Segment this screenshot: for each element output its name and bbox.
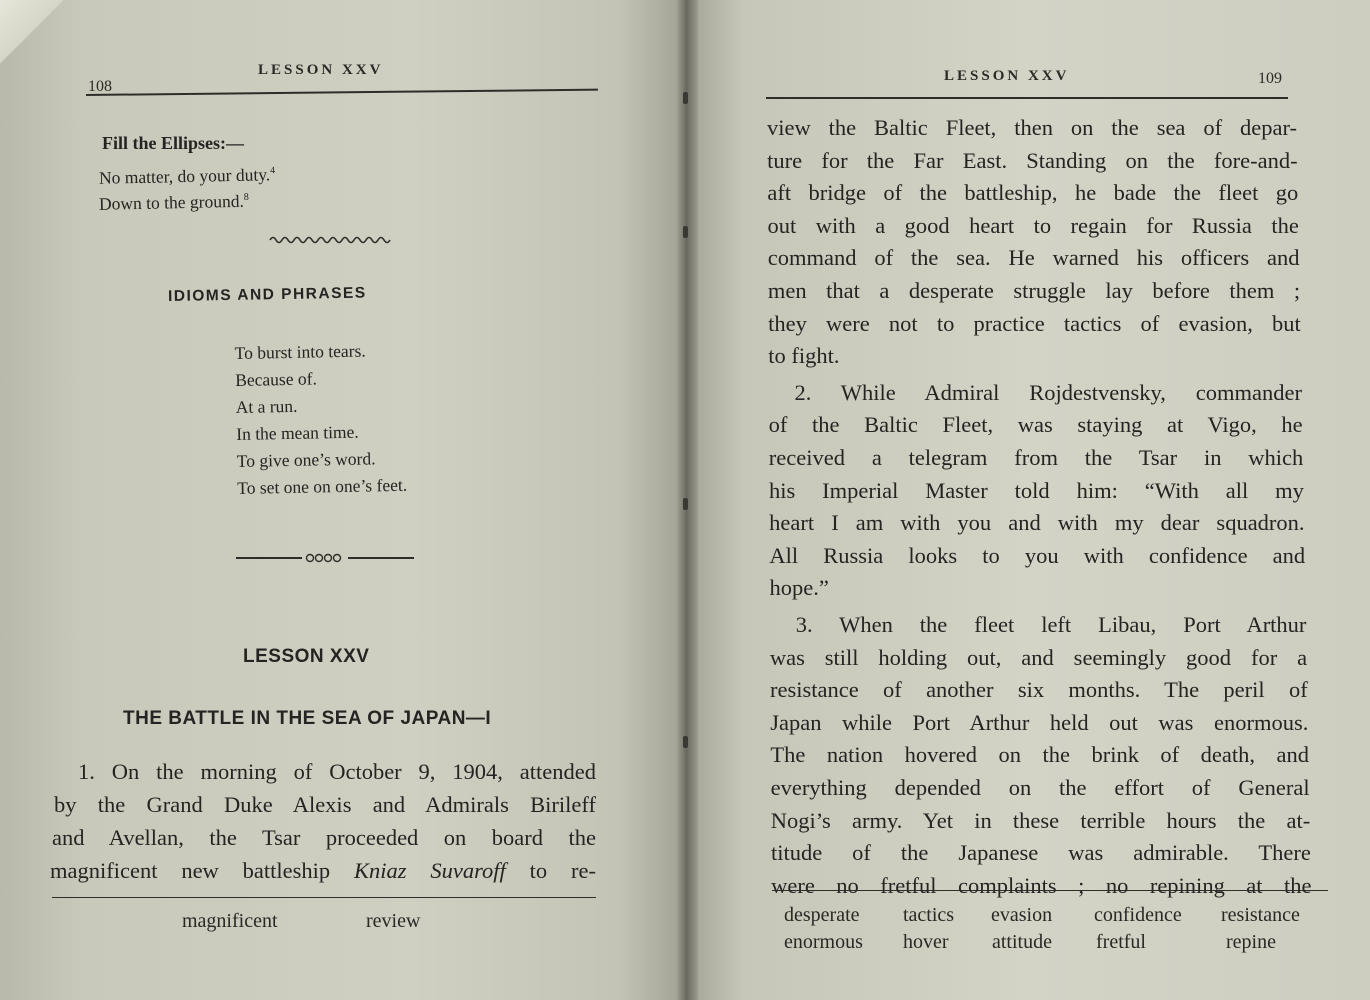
running-head-right: LESSON XXV — [944, 68, 1070, 84]
idioms-heading: IDIOMS AND PHRASES — [167, 284, 367, 305]
body-line: out with a good heart to regain for Russia the — [767, 212, 1299, 238]
body-line — [50, 855, 596, 887]
binding-stitch — [683, 498, 688, 510]
scroll-divider-ornament — [236, 550, 414, 566]
footer-rule-right — [772, 890, 1328, 891]
body-line: view the Baltic Fleet, then on the sea of depar- — [767, 115, 1297, 140]
body-line: by the Grand Duke Alexis and Admirals Birileff — [54, 792, 596, 817]
vocab-word: evasion — [991, 904, 1053, 926]
footnote-marker: 8 — [243, 191, 249, 203]
idiom-item: To set one on one’s feet. — [237, 474, 408, 498]
vocab-word: tactics — [903, 904, 955, 926]
body-line: All Russia looks to you with confidence and — [769, 542, 1306, 568]
lesson-subtitle: THE BATTLE IN THE SEA OF JAPAN—I — [123, 708, 492, 729]
body-line: resistance of another six months. The peril of — [770, 677, 1308, 703]
vocab-word: repine — [1226, 931, 1276, 953]
wavy-divider-ornament — [268, 232, 394, 246]
binding-stitch — [683, 226, 688, 238]
vocab-word: resistance — [1221, 904, 1300, 926]
body-line: to fight. — [768, 343, 840, 369]
vocab-word: magnificent — [182, 910, 278, 932]
body-line: Japan while Port Arthur held out was enormous. — [770, 709, 1309, 735]
running-head-left: LESSON XXV — [258, 62, 384, 78]
vocab-word: desperate — [784, 904, 860, 926]
body-line: men that a desperate struggle lay before them ; — [767, 278, 1301, 303]
page-number-left: 108 — [88, 78, 112, 95]
body-line: 2. While Admiral Rojdestvensky, commander — [794, 379, 1303, 405]
vocab-word: attitude — [992, 931, 1052, 953]
header-rule-right — [766, 97, 1288, 99]
body-line: was still holding out, and seemingly good for a — [769, 644, 1308, 670]
fill-ellipses-heading: Fill the Ellipses:— — [102, 133, 245, 153]
body-line: heart I am with you and with my dear squadron. — [769, 510, 1305, 536]
vocab-word: enormous — [784, 931, 863, 953]
binding-stitch — [683, 736, 688, 748]
body-line: Nogi’s army. Yet in these terrible hours the at- — [770, 807, 1311, 833]
folded-page-corner — [0, 0, 70, 70]
body-line: everything depended on the effort of General — [770, 775, 1310, 800]
body-line: of the Baltic Fleet, was staying at Vigo, he — [768, 412, 1303, 438]
lesson-title: LESSON XXV — [243, 646, 370, 667]
body-line: were no fretful complaints ; no repining at the — [771, 872, 1312, 898]
body-text: to re- — [505, 858, 596, 883]
body-text: magnificent new battleship — [50, 858, 354, 883]
body-line: 1. On the morning of October 9, 1904, attended — [78, 759, 596, 784]
binding-stitch — [683, 92, 688, 104]
body-line: aft bridge of the battleship, he bade the fleet go — [767, 180, 1299, 206]
right-page — [688, 0, 1370, 1000]
vocab-word: review — [366, 910, 421, 932]
ship-name: Kniaz Suvaroff — [354, 858, 506, 883]
vocab-word: fretful — [1096, 931, 1146, 953]
body-line: hope.” — [769, 575, 829, 601]
idiom-item: To burst into tears. — [234, 340, 366, 364]
footnote-marker: 4 — [270, 165, 276, 177]
body-line: and Avellan, the Tsar proceeded on board the — [52, 825, 596, 850]
fill-item-text: Down to the ground. — [98, 190, 245, 214]
idiom-item: In the mean time. — [236, 421, 359, 444]
body-line: command of the sea. He warned his officers and — [767, 245, 1300, 271]
body-line: The nation hovered on the brink of death, and — [770, 742, 1309, 768]
page-number-right: 109 — [1258, 70, 1282, 87]
idiom-item: At a run. — [235, 395, 298, 418]
fill-item — [99, 185, 249, 217]
body-line: received a telegram from the Tsar in which — [768, 445, 1304, 470]
body-line: titude of the Japanese was admirable. There — [770, 840, 1311, 866]
body-line: his Imperial Master told him: “With all my — [768, 477, 1304, 503]
header-rule-left — [86, 89, 598, 96]
body-line: 3. When the fleet left Libau, Port Arthur — [795, 612, 1307, 637]
vocab-word: hover — [903, 931, 949, 953]
footer-rule-left — [52, 897, 596, 898]
idioms-list — [234, 337, 407, 502]
idiom-item: Because of. — [235, 368, 318, 391]
fill-item-text: No matter, do your duty. — [98, 164, 271, 188]
vocab-word: confidence — [1094, 904, 1182, 926]
idiom-item: To give one’s word. — [236, 448, 376, 471]
body-line: they were not to practice tactics of evasion, but — [768, 310, 1301, 336]
body-line: ture for the Far East. Standing on the fore-and- — [767, 147, 1298, 173]
